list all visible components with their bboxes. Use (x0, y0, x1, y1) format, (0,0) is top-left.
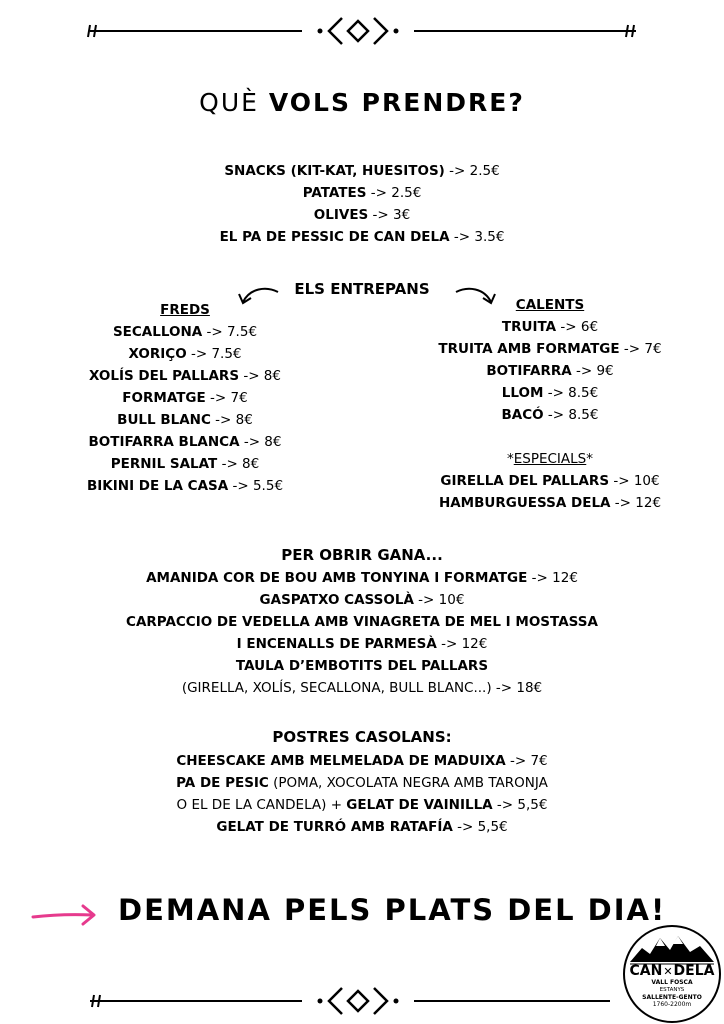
freds-heading: FREDS (160, 302, 210, 318)
list-item: TRUITA -> 6€ (501, 319, 599, 335)
list-item: BOTIFARRA -> 9€ (486, 363, 614, 379)
list-item: GASPATXO CASSOLÀ -> 10€ (259, 592, 465, 608)
list-item: AMANIDA COR DE BOU AMB TONYINA I FORMATGE -> 12€ (146, 570, 578, 586)
logo-line2: SALLENTE-GENTO (642, 993, 702, 1001)
list-item: BACÓ -> 8.5€ (501, 407, 599, 423)
daily-dishes-banner: DEMANA PELS PLATS DEL DIA! (118, 893, 667, 927)
list-item: HAMBURGUESSA DELA -> 12€ (438, 495, 662, 511)
list-item: PERNIL SALAT -> 8€ (110, 456, 260, 472)
list-item: BOTIFARRA BLANCA -> 8€ (88, 434, 282, 450)
list-item: TRUITA AMB FORMATGE -> 7€ (438, 341, 662, 357)
postres-list (0, 750, 724, 838)
list-item: SNACKS (KIT-KAT, HUESITOS) -> 2.5€ (224, 163, 500, 179)
list-item: CARPACCIO DE VEDELLA AMB VINAGRETA DE MEL I MOSTASSA (126, 614, 598, 630)
list-item: I ENCENALLS DE PARMESÀ -> 12€ (236, 636, 488, 652)
arrow-right-icon (30, 900, 100, 930)
logo-sub: VALL FOSCA (651, 979, 693, 986)
list-item: TAULA D’EMBOTITS DEL PALLARS (235, 658, 489, 674)
bottom-divider (80, 984, 620, 1018)
logo-line1: ESTANYS (659, 987, 685, 993)
title-highlight: VOLS PRENDRE? (268, 88, 525, 117)
logo-line3: 1760-2200m (652, 1000, 692, 1008)
list-item: FORMATGE -> 7€ (122, 390, 248, 406)
calents-column (400, 294, 700, 514)
list-item: PATATES -> 2.5€ (302, 185, 422, 201)
list-item: GELAT DE TURRÓ AMB RATAFÍA -> 5,5€ (216, 819, 508, 835)
list-item: EL PA DE PESSIC DE CAN DELA -> 3.5€ (219, 229, 505, 245)
list-item: GIRELLA DEL PALLARS -> 10€ (440, 473, 660, 489)
entrepans-title: ELS ENTREPANS (294, 280, 430, 298)
snacks-list (0, 160, 724, 248)
list-item: BIKINI DE LA CASA -> 5.5€ (86, 478, 284, 494)
obrir-list (0, 567, 724, 699)
list-item: PA DE PESIC (POMA, XOCOLATA NEGRA AMB TARONJA (176, 775, 548, 791)
list-item: XOLÍS DEL PALLARS -> 8€ (88, 368, 281, 384)
title-prefix: QUÈ (199, 88, 259, 117)
especials-heading: *ESPECIALS* (506, 451, 593, 467)
list-item: SECALLONA -> 7.5€ (112, 324, 258, 340)
list-item: O EL DE LA CANDELA) + GELAT DE VAINILLA -> 5,5€ (176, 797, 548, 813)
obrir-title: PER OBRIR GANA... (281, 546, 443, 564)
list-item: CHEESCAKE AMB MELMELADA DE MADUIXA -> 7€ (176, 753, 548, 769)
list-item: (GIRELLA, XOLÍS, SECALLONA, BULL BLANC...) -> 18€ (181, 680, 543, 696)
page-title (0, 88, 724, 117)
freds-column (40, 299, 330, 497)
logo (620, 922, 724, 1024)
calents-heading: CALENTS (515, 297, 585, 313)
list-item: LLOM -> 8.5€ (501, 385, 599, 401)
postres-title: POSTRES CASOLANS: (272, 728, 452, 746)
list-item: BULL BLANC -> 8€ (117, 412, 253, 428)
top-divider (80, 14, 646, 48)
logo-name: CAN✕DELA (629, 963, 715, 979)
list-item: XORIÇO -> 7.5€ (128, 346, 242, 362)
list-item: OLIVES -> 3€ (313, 207, 411, 223)
